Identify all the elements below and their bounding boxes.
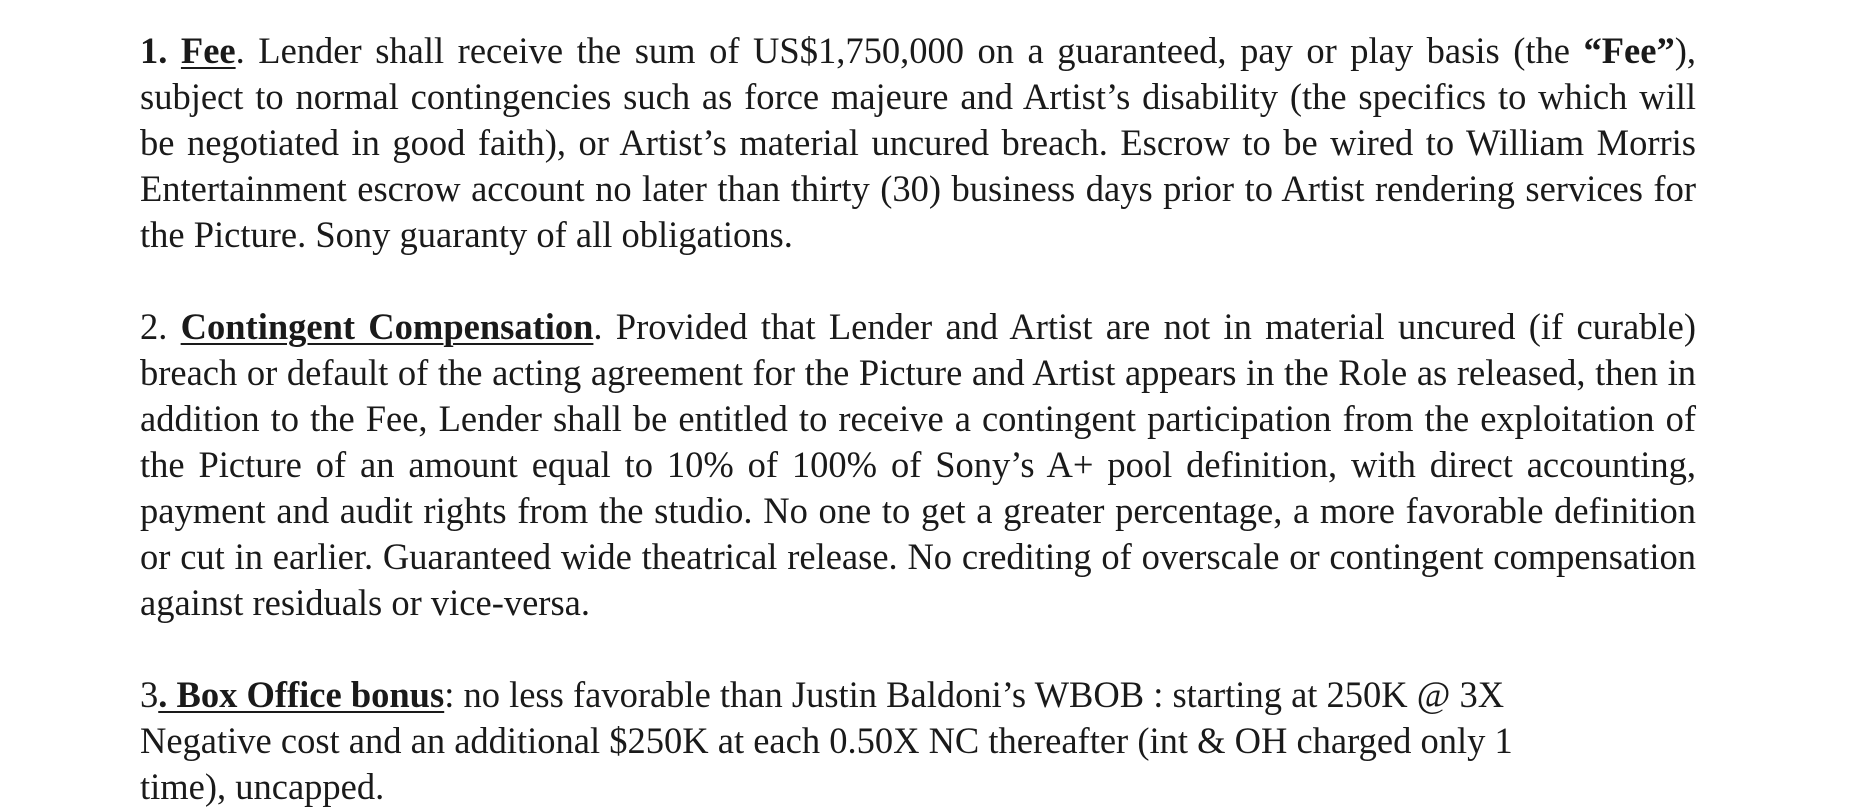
clause-heading-fee: Fee [180,30,236,71]
document-page [140,28,1696,810]
clause-line: Negative cost and an additional $250K at each 0.50X NC thereafter (int & OH charged only 1 [140,720,1513,761]
defined-term-fee: “Fee” [1583,30,1675,71]
clause-number: 3 [140,674,159,715]
clause-body: . Provided that Lender and Artist are not in material uncured (if curable) breach or default of the acting agreement for the Picture and Artist appears in the Role as released, then in addition to the Fee, Lender shall be entitled to receive a contingent participation from the exploitation of the Picture of an amount equal to 10% of 100% of Sony’s A+ pool definition, with direct accounting, payment and audit rights from the studio. No one to get a greater percentage, a more favorable definition or cut in earlier. Guaranteed wide theatrical release. No crediting of overscale or contingent compensation against residuals or vice-versa. [140,306,1697,623]
clause-heading-contingent-compensation: Contingent Compensation [180,306,594,347]
clause-text: . Lender shall receive the sum of US$1,750,000 on a guaranteed, pay or play basis (the [235,30,1584,71]
clause-line: time), uncapped. [140,766,385,807]
clause-box-office-bonus [140,672,1696,810]
clause-number: 2. [140,306,181,347]
clause-number: 1. [140,30,181,71]
clause-line [140,672,1696,718]
clause-fee [140,28,1696,258]
clause-body: ), subject to normal contingencies such as force majeure and Artist’s disability (the specifics to which will be negotiated in good faith), or Artist’s material uncured breach. Escrow to be wired to William Morris Entertainment escrow account no later than thirty (30) business days prior to Artist rendering services for the Picture. Sony guaranty of all obligations. [140,30,1696,255]
clause-body: : no less favorable than Justin Baldoni’s WBOB : starting at 250K @ 3X [444,674,1505,715]
clause-contingent-compensation [140,304,1696,626]
clause-heading-box-office-bonus: . Box Office bonus [158,674,445,715]
